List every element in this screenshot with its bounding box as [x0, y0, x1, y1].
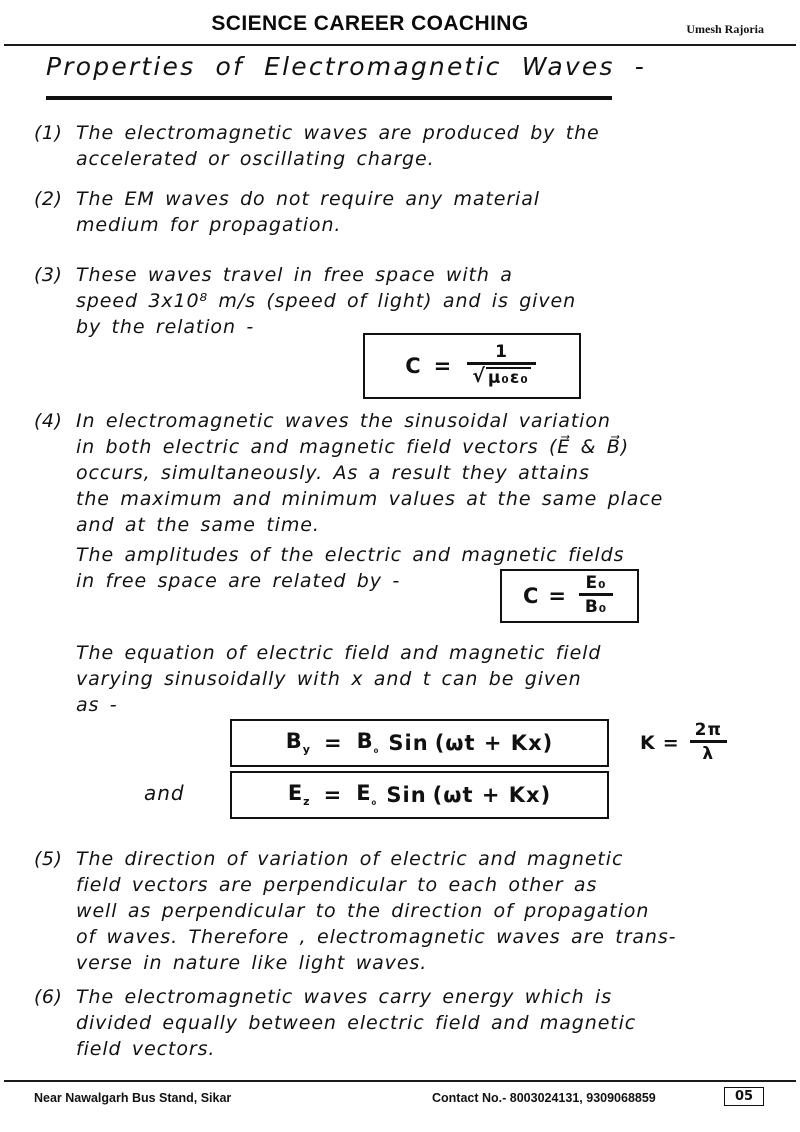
formula-function: Sin: [386, 783, 427, 807]
formula-box-electric-wave: [230, 771, 609, 819]
note-line: by the relation -: [76, 316, 255, 338]
note-line: field vectors.: [76, 1038, 216, 1060]
formula-box-amplitude-ratio: [500, 569, 639, 623]
note-number-4: (4): [34, 410, 63, 432]
note-item-2: [34, 186, 774, 238]
radicand: μ₀ε₀: [487, 367, 529, 388]
note-line: The electromagnetic waves are produced by the: [76, 122, 600, 144]
paragraph-line: in free space are related by -: [76, 570, 401, 592]
conjunction-label: and: [144, 781, 185, 805]
formula-lhs: [288, 781, 310, 808]
note-body-6: [76, 984, 776, 1062]
note-line: verse in nature like light waves.: [76, 952, 428, 974]
institute-name: SCIENCE CAREER COACHING: [211, 12, 529, 35]
page-title-underline: [46, 96, 612, 100]
note-item-4: [34, 408, 774, 538]
note-item-6: [34, 984, 774, 1062]
note-line: The electromagnetic waves carry energy which is: [76, 986, 613, 1008]
paragraph-line: The amplitudes of the electric and magnetic fields: [76, 544, 625, 566]
note-number-3: (3): [34, 264, 63, 286]
fraction-numerator: E₀: [585, 573, 607, 594]
formula-equals: =: [323, 731, 343, 755]
note-item-3: [34, 262, 774, 340]
formula-lhs: C: [522, 584, 540, 608]
note-body-1: [76, 120, 776, 172]
formula-equals: =: [548, 584, 568, 608]
fraction-numerator: 2π: [694, 720, 722, 740]
paragraph-amplitudes: [76, 542, 776, 594]
note-line: field vectors are perpendicular to each other as: [76, 874, 598, 896]
note-line: the maximum and minimum values at the same place: [76, 488, 664, 510]
paragraph-equation-intro: [76, 640, 776, 718]
footer-divider: [4, 1080, 796, 1082]
formula-argument: (ωt + Kx): [432, 783, 552, 807]
paragraph-line: varying sinusoidally with x and t can be given: [76, 668, 582, 690]
note-line: The EM waves do not require any material: [76, 188, 540, 210]
note-line: divided equally between electric field and magnetic: [76, 1012, 637, 1034]
note-item-1: [34, 120, 774, 172]
formula-box-magnetic-wave: [230, 719, 609, 767]
note-number-1: (1): [34, 122, 63, 144]
formula-equals: =: [662, 731, 680, 754]
paragraph-line: The equation of electric field and magnetic field: [76, 642, 602, 664]
paragraph-line: as -: [76, 694, 118, 716]
note-line: and at the same time.: [76, 514, 320, 536]
fraction-denominator: [467, 365, 536, 388]
formula-lhs: C: [405, 354, 422, 378]
note-number-5: (5): [34, 848, 63, 870]
formula-fraction: [690, 722, 727, 764]
note-number-2: (2): [34, 188, 63, 210]
note-line: speed 3x10⁸ m/s (speed of light) and is given: [76, 290, 577, 312]
page-header: [0, 0, 800, 46]
formula-amplitude-subscript: ₀: [373, 743, 379, 757]
formula-fraction: [467, 344, 536, 388]
note-body-2: [76, 186, 776, 238]
note-line: medium for propagation.: [76, 214, 342, 236]
note-body-3: [76, 262, 776, 340]
formula-magnetic-wave: [286, 729, 553, 756]
note-line: These waves travel in free space with a: [76, 264, 513, 286]
note-line: accelerated or oscillating charge.: [76, 148, 435, 170]
fraction-denominator: λ: [702, 743, 715, 764]
formula-amplitude: [357, 729, 379, 756]
page-number: 05: [724, 1087, 764, 1106]
formula-wave-number: [640, 722, 730, 764]
note-line: The direction of variation of electric and magnetic: [76, 848, 624, 870]
formula-function: Sin: [388, 731, 429, 755]
formula-amplitude: [356, 781, 376, 808]
formula-lhs-symbol: B: [285, 729, 303, 754]
formula-equals: =: [433, 354, 453, 378]
formula-amplitude-subscript: ₀: [371, 795, 377, 809]
page-title: Properties of Electromagnetic Waves -: [46, 52, 647, 81]
fraction-denominator: B₀: [584, 596, 608, 617]
formula-speed-of-light: [405, 344, 539, 388]
formula-amplitude-symbol: E: [356, 781, 372, 806]
note-line: of waves. Therefore , electromagnetic waves are trans-: [76, 926, 677, 948]
formula-lhs: [286, 729, 310, 756]
formula-fraction: [579, 575, 613, 617]
formula-amplitude-ratio: [523, 575, 616, 617]
footer-contact: Contact No.- 8003024131, 9309068859: [432, 1091, 656, 1105]
note-item-5: [34, 846, 774, 976]
note-number-6: (6): [34, 986, 63, 1008]
formula-amplitude-symbol: B: [356, 729, 374, 754]
formula-lhs: K: [640, 731, 656, 754]
note-line: occurs, simultaneously. As a result they attains: [76, 462, 590, 484]
note-line: well as perpendicular to the direction of propagation: [76, 900, 650, 922]
footer-address: Near Nawalgarh Bus Stand, Sikar: [34, 1091, 232, 1105]
note-body-4: [76, 408, 776, 538]
fraction-numerator: 1: [495, 342, 508, 363]
note-line: in both electric and magnetic field vectors (E⃗ & B⃗): [76, 436, 630, 458]
author-name: Umesh Rajoria: [686, 22, 764, 36]
formula-lhs-subscript: z: [303, 795, 310, 809]
formula-equals: =: [323, 783, 343, 807]
formula-lhs-subscript: y: [302, 743, 310, 757]
radical-sign-icon: √: [472, 364, 486, 387]
formula-argument: (ωt + Kx): [434, 731, 554, 755]
note-line: In electromagnetic waves the sinusoidal variation: [76, 410, 611, 432]
note-body-5: [76, 846, 776, 976]
square-root: [472, 364, 531, 388]
formula-lhs-symbol: E: [287, 781, 304, 806]
header-divider: [4, 44, 796, 46]
formula-box-speed-of-light: [363, 333, 581, 399]
formula-electric-wave: [288, 781, 551, 808]
